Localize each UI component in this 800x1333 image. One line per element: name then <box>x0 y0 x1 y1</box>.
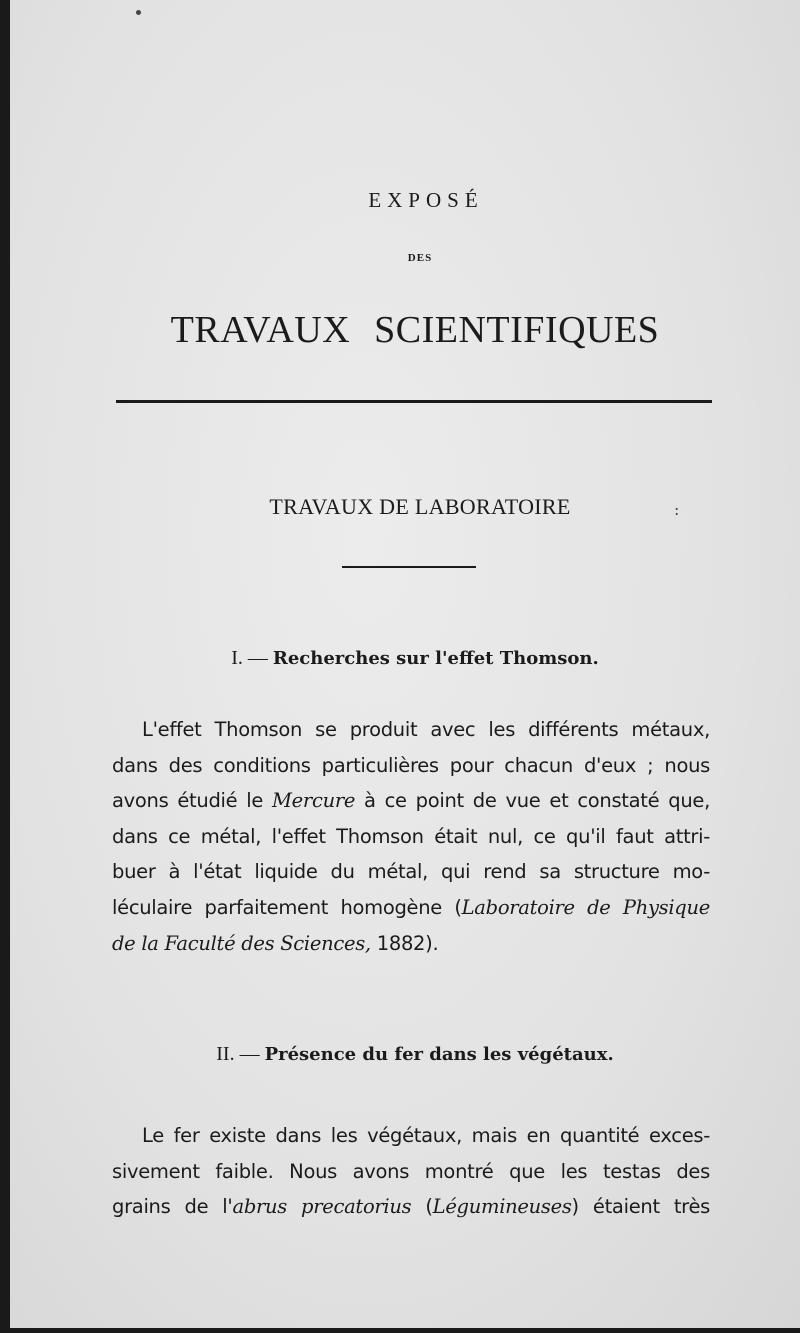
stray-mark: : <box>674 500 680 519</box>
ink-dot <box>136 10 141 15</box>
title-expose: EXPOSÉ <box>368 188 484 212</box>
subheading-part-2 <box>10 1043 800 1066</box>
section-heading: TRAVAUX DE LABORATOIRE <box>269 494 571 519</box>
subheading-part-1 <box>10 647 800 670</box>
subheading-title: Recherches sur l'effet Thomson. <box>272 648 599 669</box>
paragraph-part-1 <box>112 712 710 961</box>
title-des: DES <box>407 252 433 264</box>
text-line: dans des conditions particulières pour chacun d'eux ; nous <box>112 753 710 777</box>
subheading-number: II. — <box>216 1043 260 1065</box>
text-line: de la Faculté des Sciences, 1882). <box>112 931 439 955</box>
main-title: TRAVAUX SCIENTIFIQUES <box>170 309 660 351</box>
paragraph-part-2 <box>112 1118 710 1225</box>
text-line: léculaire parfaitement homogène (Laboratoire de Physique <box>112 895 710 919</box>
text-line: grains de l'abrus precatorius (Légumineuses) étaient très <box>112 1195 711 1219</box>
thick-divider <box>116 400 712 403</box>
short-divider <box>342 566 476 568</box>
text-line: sivement faible. Nous avons montré que les testas des <box>112 1159 710 1183</box>
text-line: L'effet Thomson se produit avec les différents métaux, <box>142 718 710 741</box>
text-line: buer à l'état liquide du métal, qui rend sa structure mo- <box>112 860 710 884</box>
text-line: Le fer existe dans les végétaux, mais en quantité exces- <box>142 1124 710 1147</box>
subheading-number: I. — <box>231 647 268 669</box>
document-page <box>10 0 800 1328</box>
subheading-title: Présence du fer dans les végétaux. <box>264 1044 614 1065</box>
text-line: dans ce métal, l'effet Thomson était nul, ce qu'il faut attri- <box>112 824 710 848</box>
text-line: avons étudié le Mercure à ce point de vue et constaté que, <box>112 789 710 813</box>
